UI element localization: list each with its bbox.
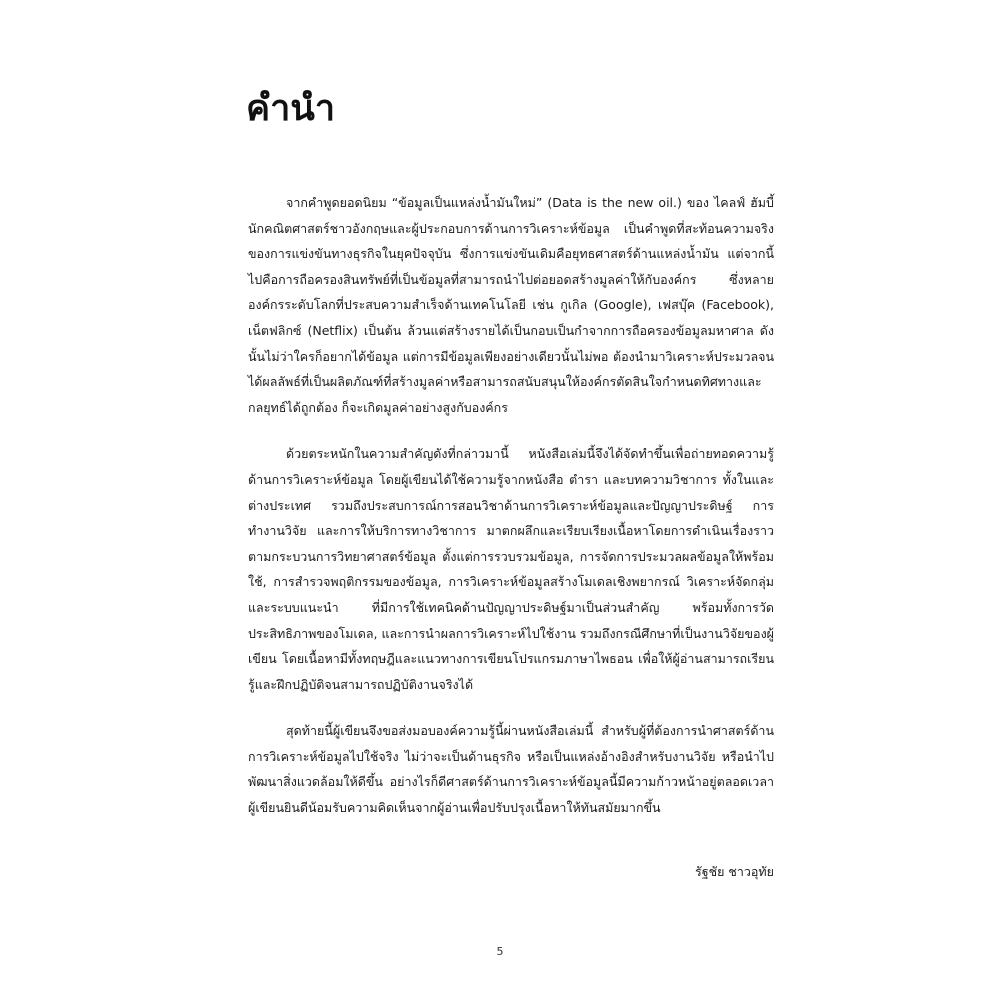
preface-body (248, 190, 774, 842)
page-number: 5 (496, 945, 504, 958)
page-title: คำนำ (246, 88, 336, 129)
paragraph-3: สุดท้ายนี้ผู้เขียนจึงขอส่งมอบองค์ความรู้นี้ผ่านหนังสือเล่มนี้ สำหรับผู้ที่ต้องการนำศาสตร์ด้านการวิเคราะห์ข้อมูลไปใช้จริง ไม่ว่าจะเป็นด้านธุรกิจ หรือเป็นแหล่งอ้างอิงสำหรับงานวิจัย หรือนำไปพัฒนาสิ่งแวดล้อมให้ดีขึ้น อย่างไรก็ดีศาสตร์ด้านการวิเคราะห์ข้อมูลนี้มีความก้าวหน้าอยู่ตลอดเวลา ผู้เขียนยินดีน้อมรับความคิดเห็นจากผู้อ่านเพื่อปรับปรุงเนื้อหาให้ทันสมัยมากขึ้น (248, 723, 774, 816)
paragraph-1: จากคำพูดยอดนิยม “ข้อมูลเป็นแหล่งน้ำมันใหม่” (Data is the new oil.) ของ ไคลฟ์ ฮัมบี้ นักคณิตศาสตร์ชาวอังกฤษและผู้ประกอบการด้านการวิเคราะห์ข้อมูล เป็นคำพูดที่สะท้อนความจริงของการแข่งขันทางธุรกิจในยุคปัจจุบัน ซึ่งการแข่งขันเดิมคือยุทธศาสตร์ด้านแหล่งน้ำมัน แต่จากนี้ไปคือการถือครองสินทรัพย์ที่เป็นข้อมูลที่สามารถนำไปต่อยอดสร้างมูลค่าให้กับองค์กร ซึ่งหลายองค์กรระดับโลกที่ประสบความสำเร็จด้านเทคโนโลยี เช่น กูเกิล (Google), เฟสบุ๊ค (Facebook), เน็ตฟลิกซ์ (Netflix) เป็นต้น ล้วนแต่สร้างรายได้เป็นกอบเป็นกำจากการถือครองข้อมูลมหาศาล ดังนั้นไม่ว่าใครก็อยากได้ข้อมูล แต่การมีข้อมูลเพียงอย่างเดียวนั้นไม่พอ ต้องนำมาวิเคราะห์ประมวลจนได้ผลลัพธ์ที่เป็นผลิตภัณฑ์ที่สร้างมูลค่าหรือสามารถสนับสนุนให้องค์กรตัดสินใจกำหนดทิศทางและกลยุทธ์ได้ถูกต้อง ก็จะเกิดมูลค่าอย่างสูงกับองค์กร (248, 195, 774, 415)
paragraph-2: ด้วยตระหนักในความสำคัญดังที่กล่าวมานี้ หนังสือเล่มนี้จึงได้จัดทำขึ้นเพื่อถ่ายทอดความรู้ด้านการวิเคราะห์ข้อมูล โดยผู้เขียนได้ใช้ความรู้จากหนังสือ ตำรา และบทความวิชาการ ทั้งในและต่างประเทศ รวมถึงประสบการณ์การสอนวิชาด้านการวิเคราะห์ข้อมูลและปัญญาประดิษฐ์ การทำงานวิจัย และการให้บริการทางวิชาการ มาตกผลึกและเรียบเรียงเนื้อหาโดยการดำเนินเรื่องราวตามกระบวนการวิทยาศาสตร์ข้อมูล ตั้งแต่การรวบรวมข้อมูล, การจัดการประมวลผลข้อมูลให้พร้อมใช้, การสำรวจพฤติกรรมของข้อมูล, การวิเคราะห์ข้อมูลสร้างโมเดลเชิงพยากรณ์ วิเคราะห์จัดกลุ่ม และระบบแนะนำ ที่มีการใช้เทคนิคด้านปัญญาประดิษฐ์มาเป็นส่วนสำคัญ พร้อมทั้งการวัดประสิทธิภาพของโมเดล, และการนำผลการวิเคราะห์ไปใช้งาน รวมถึงกรณีศึกษาที่เป็นงานวิจัยของผู้เขียน โดยเนื้อหามีทั้งทฤษฎีและแนวทางการเขียนโปรแกรมภาษาไพธอน เพื่อให้ผู้อ่านสามารถเรียนรู้และฝึกปฏิบัติจนสามารถปฏิบัติงานจริงได้ (248, 446, 774, 692)
author-signature: รัฐชัย ชาวอุทัย (695, 864, 774, 879)
